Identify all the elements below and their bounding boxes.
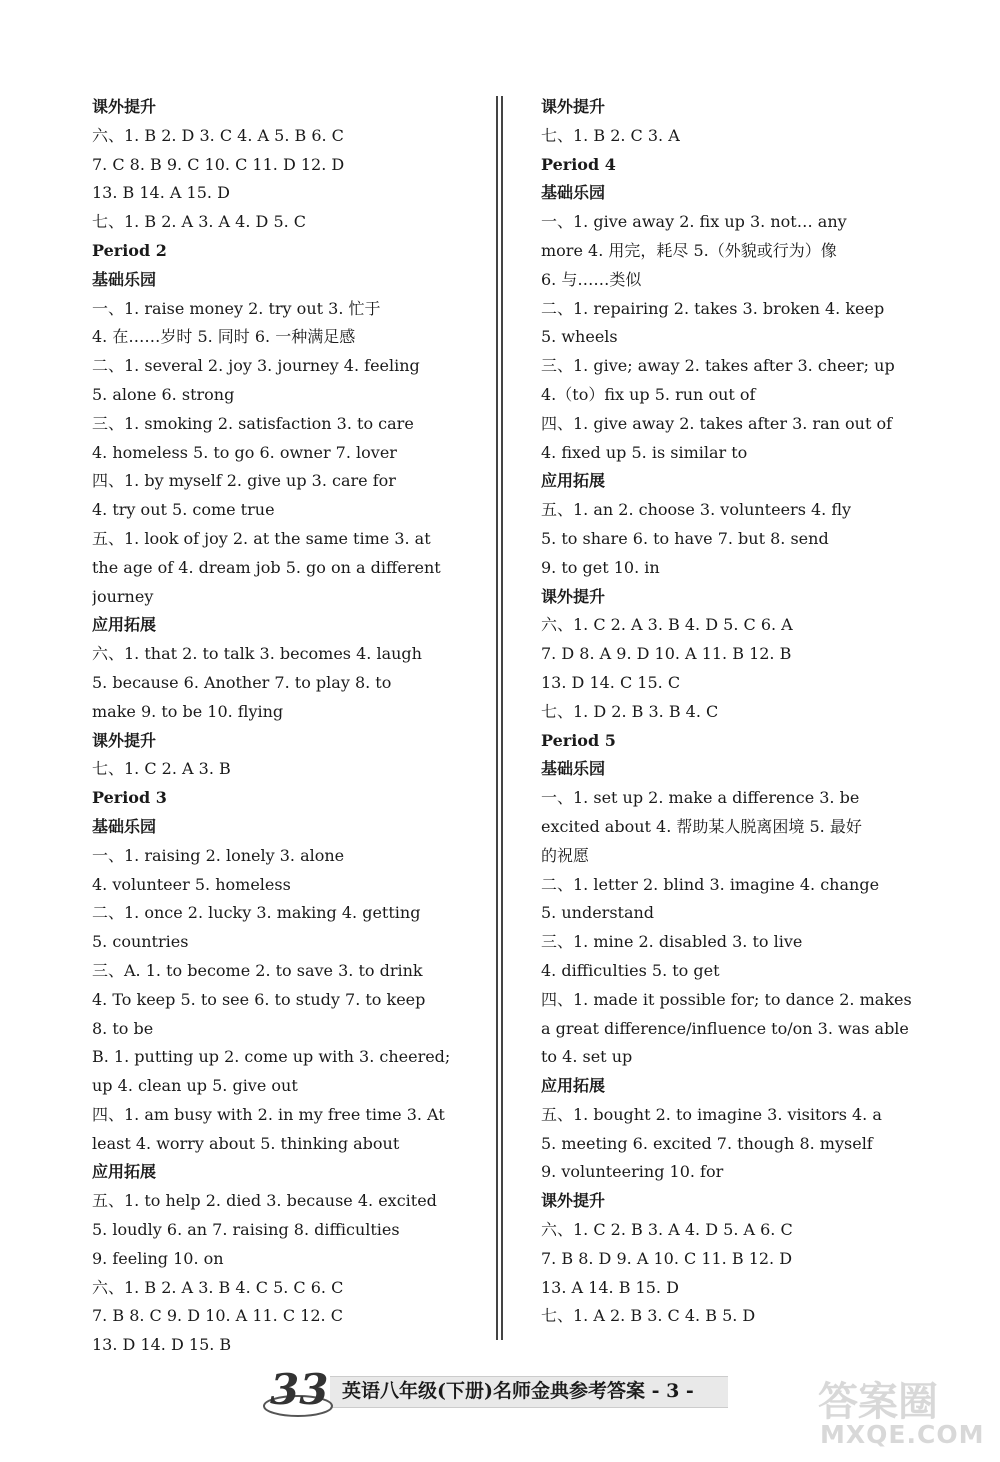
answer-line: 4. difficulties 5. to get	[541, 960, 720, 980]
page-footer: 英语八年级(下册)名师金典参考答案 - 3 -	[342, 1380, 694, 1402]
answer-line: 5. meeting 6. excited 7. though 8. myself	[541, 1133, 873, 1153]
answer-line: 9. feeling 10. on	[92, 1248, 224, 1268]
answer-line: 5. loudly 6. an 7. raising 8. difficulties	[92, 1220, 400, 1240]
answer-line: 5. alone 6. strong	[92, 384, 235, 404]
answer-line: journey	[92, 586, 154, 606]
answer-line: 4. 在……岁时 5. 同时 6. 一种满足感	[92, 327, 356, 347]
answer-line: 5. understand	[541, 903, 655, 923]
answer-line: 五、1. look of joy 2. at the same time 3. at	[92, 528, 431, 548]
answer-line: the age of 4. dream job 5. go on a different	[92, 557, 441, 577]
answer-line: 七、1. B 2. A 3. A 4. D 5. C	[92, 212, 307, 232]
answer-line: 7. B 8. C 9. D 10. A 11. C 12. C	[92, 1306, 343, 1326]
section-heading: 基础乐园	[92, 269, 157, 289]
section-heading: Period 4	[541, 154, 616, 174]
answer-line: 二、1. several 2. joy 3. journey 4. feeling	[92, 356, 420, 376]
answer-line: 五、1. an 2. choose 3. volunteers 4. fly	[541, 500, 852, 520]
answer-line: more 4. 用完，耗尽 5.（外貌或行为）像	[541, 240, 837, 260]
answer-line: 7. C 8. B 9. C 10. C 11. D 12. D	[92, 154, 345, 174]
answer-line: 5. to share 6. to have 7. but 8. send	[541, 528, 829, 548]
logo-text: 33	[270, 1365, 329, 1414]
answer-line: 四、1. am busy with 2. in my free time 3. At	[92, 1104, 445, 1124]
answer-line: least 4. worry about 5. thinking about	[92, 1133, 400, 1153]
answer-line: 四、1. made it possible for; to dance 2. makes	[541, 989, 912, 1009]
answer-line: 七、1. D 2. B 3. B 4. C	[541, 701, 719, 721]
right-answer-column	[541, 93, 913, 1331]
section-heading: 课外提升	[92, 730, 157, 750]
section-heading: Period 5	[541, 730, 616, 750]
answer-line: 9. volunteering 10. for	[541, 1162, 724, 1182]
answer-line: 4. To keep 5. to see 6. to study 7. to keep	[92, 989, 426, 1009]
answer-line: 8. to be	[92, 1018, 154, 1038]
answer-line: 4. volunteer 5. homeless	[92, 874, 291, 894]
answer-line: make 9. to be 10. flying	[92, 701, 284, 721]
section-heading: 课外提升	[541, 97, 606, 116]
section-heading: Period 3	[92, 788, 167, 808]
answer-line: B. 1. putting up 2. come up with 3. cheered;	[92, 1047, 451, 1067]
section-heading: 基础乐园	[541, 183, 606, 203]
answer-line: excited about 4. 帮助某人脱离困境 5. 最好	[541, 816, 862, 836]
section-heading: 课外提升	[541, 586, 606, 606]
answer-line: 5. wheels	[541, 327, 618, 347]
answer-line: 三、1. smoking 2. satisfaction 3. to care	[92, 413, 414, 433]
answer-line: 五、1. bought 2. to imagine 3. visitors 4. a	[541, 1104, 882, 1124]
answer-line: 6. 与……类似	[541, 269, 642, 289]
section-heading: 应用拓展	[92, 1162, 157, 1182]
answer-line: 13. A 14. B 15. D	[541, 1277, 679, 1297]
answer-line: 7. D 8. A 9. D 10. A 11. B 12. B	[541, 644, 792, 664]
answer-line: 五、1. to help 2. died 3. because 4. excited	[92, 1191, 437, 1211]
answer-line: 三、1. mine 2. disabled 3. to live	[541, 932, 803, 952]
answer-line: 七、1. C 2. A 3. B	[92, 759, 231, 779]
watermark-logo: 答案圈	[818, 1379, 938, 1425]
answer-line: 二、1. letter 2. blind 3. imagine 4. change	[541, 874, 880, 894]
answer-line: 7. B 8. D 9. A 10. C 11. B 12. D	[541, 1248, 793, 1268]
answer-line: 七、1. B 2. C 3. A	[541, 125, 680, 145]
answer-line: 一、1. raise money 2. try out 3. 忙于	[92, 298, 381, 318]
section-heading: 课外提升	[541, 1191, 606, 1211]
answer-line: up 4. clean up 5. give out	[92, 1076, 298, 1096]
answer-line: 4. homeless 5. to go 6. owner 7. lover	[92, 442, 397, 462]
section-heading: 课外提升	[92, 97, 157, 116]
left-answer-column	[92, 93, 464, 1360]
column-divider	[496, 96, 498, 1340]
answer-line: 二、1. repairing 2. takes 3. broken 4. keep	[541, 298, 885, 318]
answer-line: 13. D 14. D 15. B	[92, 1335, 232, 1355]
answer-line: 四、1. by myself 2. give up 3. care for	[92, 471, 396, 491]
section-heading: 应用拓展	[541, 471, 606, 491]
answer-line: 5. because 6. Another 7. to play 8. to	[92, 672, 392, 692]
answer-line: 三、A. 1. to become 2. to save 3. to drink	[92, 960, 423, 980]
answer-line: 4.（to）fix up 5. run out of	[541, 384, 756, 404]
answer-line: 三、1. give; away 2. takes after 3. cheer; up	[541, 356, 895, 376]
answer-line: 4. try out 5. come true	[92, 500, 275, 520]
answer-line: 的祝愿	[541, 845, 590, 865]
answer-line: 六、1. C 2. A 3. B 4. D 5. C 6. A	[541, 615, 793, 635]
answer-line: 六、1. B 2. A 3. B 4. C 5. C 6. C	[92, 1277, 344, 1297]
answer-line: 一、1. set up 2. make a difference 3. be	[541, 788, 860, 808]
answer-line: 5. countries	[92, 932, 189, 952]
answer-line: 六、1. that 2. to talk 3. becomes 4. laugh	[92, 644, 422, 664]
answer-line: 七、1. A 2. B 3. C 4. B 5. D	[541, 1306, 756, 1326]
column-divider-secondary	[501, 96, 503, 1340]
answer-line: 一、1. raising 2. lonely 3. alone	[92, 845, 345, 865]
section-heading: 基础乐园	[541, 759, 606, 779]
publisher-logo-icon	[258, 1360, 338, 1424]
answer-line: 4. fixed up 5. is similar to	[541, 442, 748, 462]
section-heading: 基础乐园	[92, 816, 157, 836]
answer-line: 9. to get 10. in	[541, 557, 660, 577]
answer-line: to 4. set up	[541, 1047, 633, 1067]
answer-line: 13. D 14. C 15. C	[541, 672, 681, 692]
answer-line: 13. B 14. A 15. D	[92, 183, 230, 203]
answer-line: 六、1. C 2. B 3. A 4. D 5. A 6. C	[541, 1220, 793, 1240]
answer-line: a great difference/influence to/on 3. was able	[541, 1018, 909, 1038]
answer-line: 四、1. give away 2. takes after 3. ran out of	[541, 413, 893, 433]
section-heading: Period 2	[92, 240, 167, 260]
answer-line: 六、1. B 2. D 3. C 4. A 5. B 6. C	[92, 125, 344, 145]
section-heading: 应用拓展	[92, 615, 157, 635]
answer-line: 一、1. give away 2. fix up 3. not… any	[541, 212, 847, 232]
watermark-url: MXQE.COM	[820, 1420, 985, 1449]
answer-line: 二、1. once 2. lucky 3. making 4. getting	[92, 903, 421, 923]
section-heading: 应用拓展	[541, 1076, 606, 1096]
